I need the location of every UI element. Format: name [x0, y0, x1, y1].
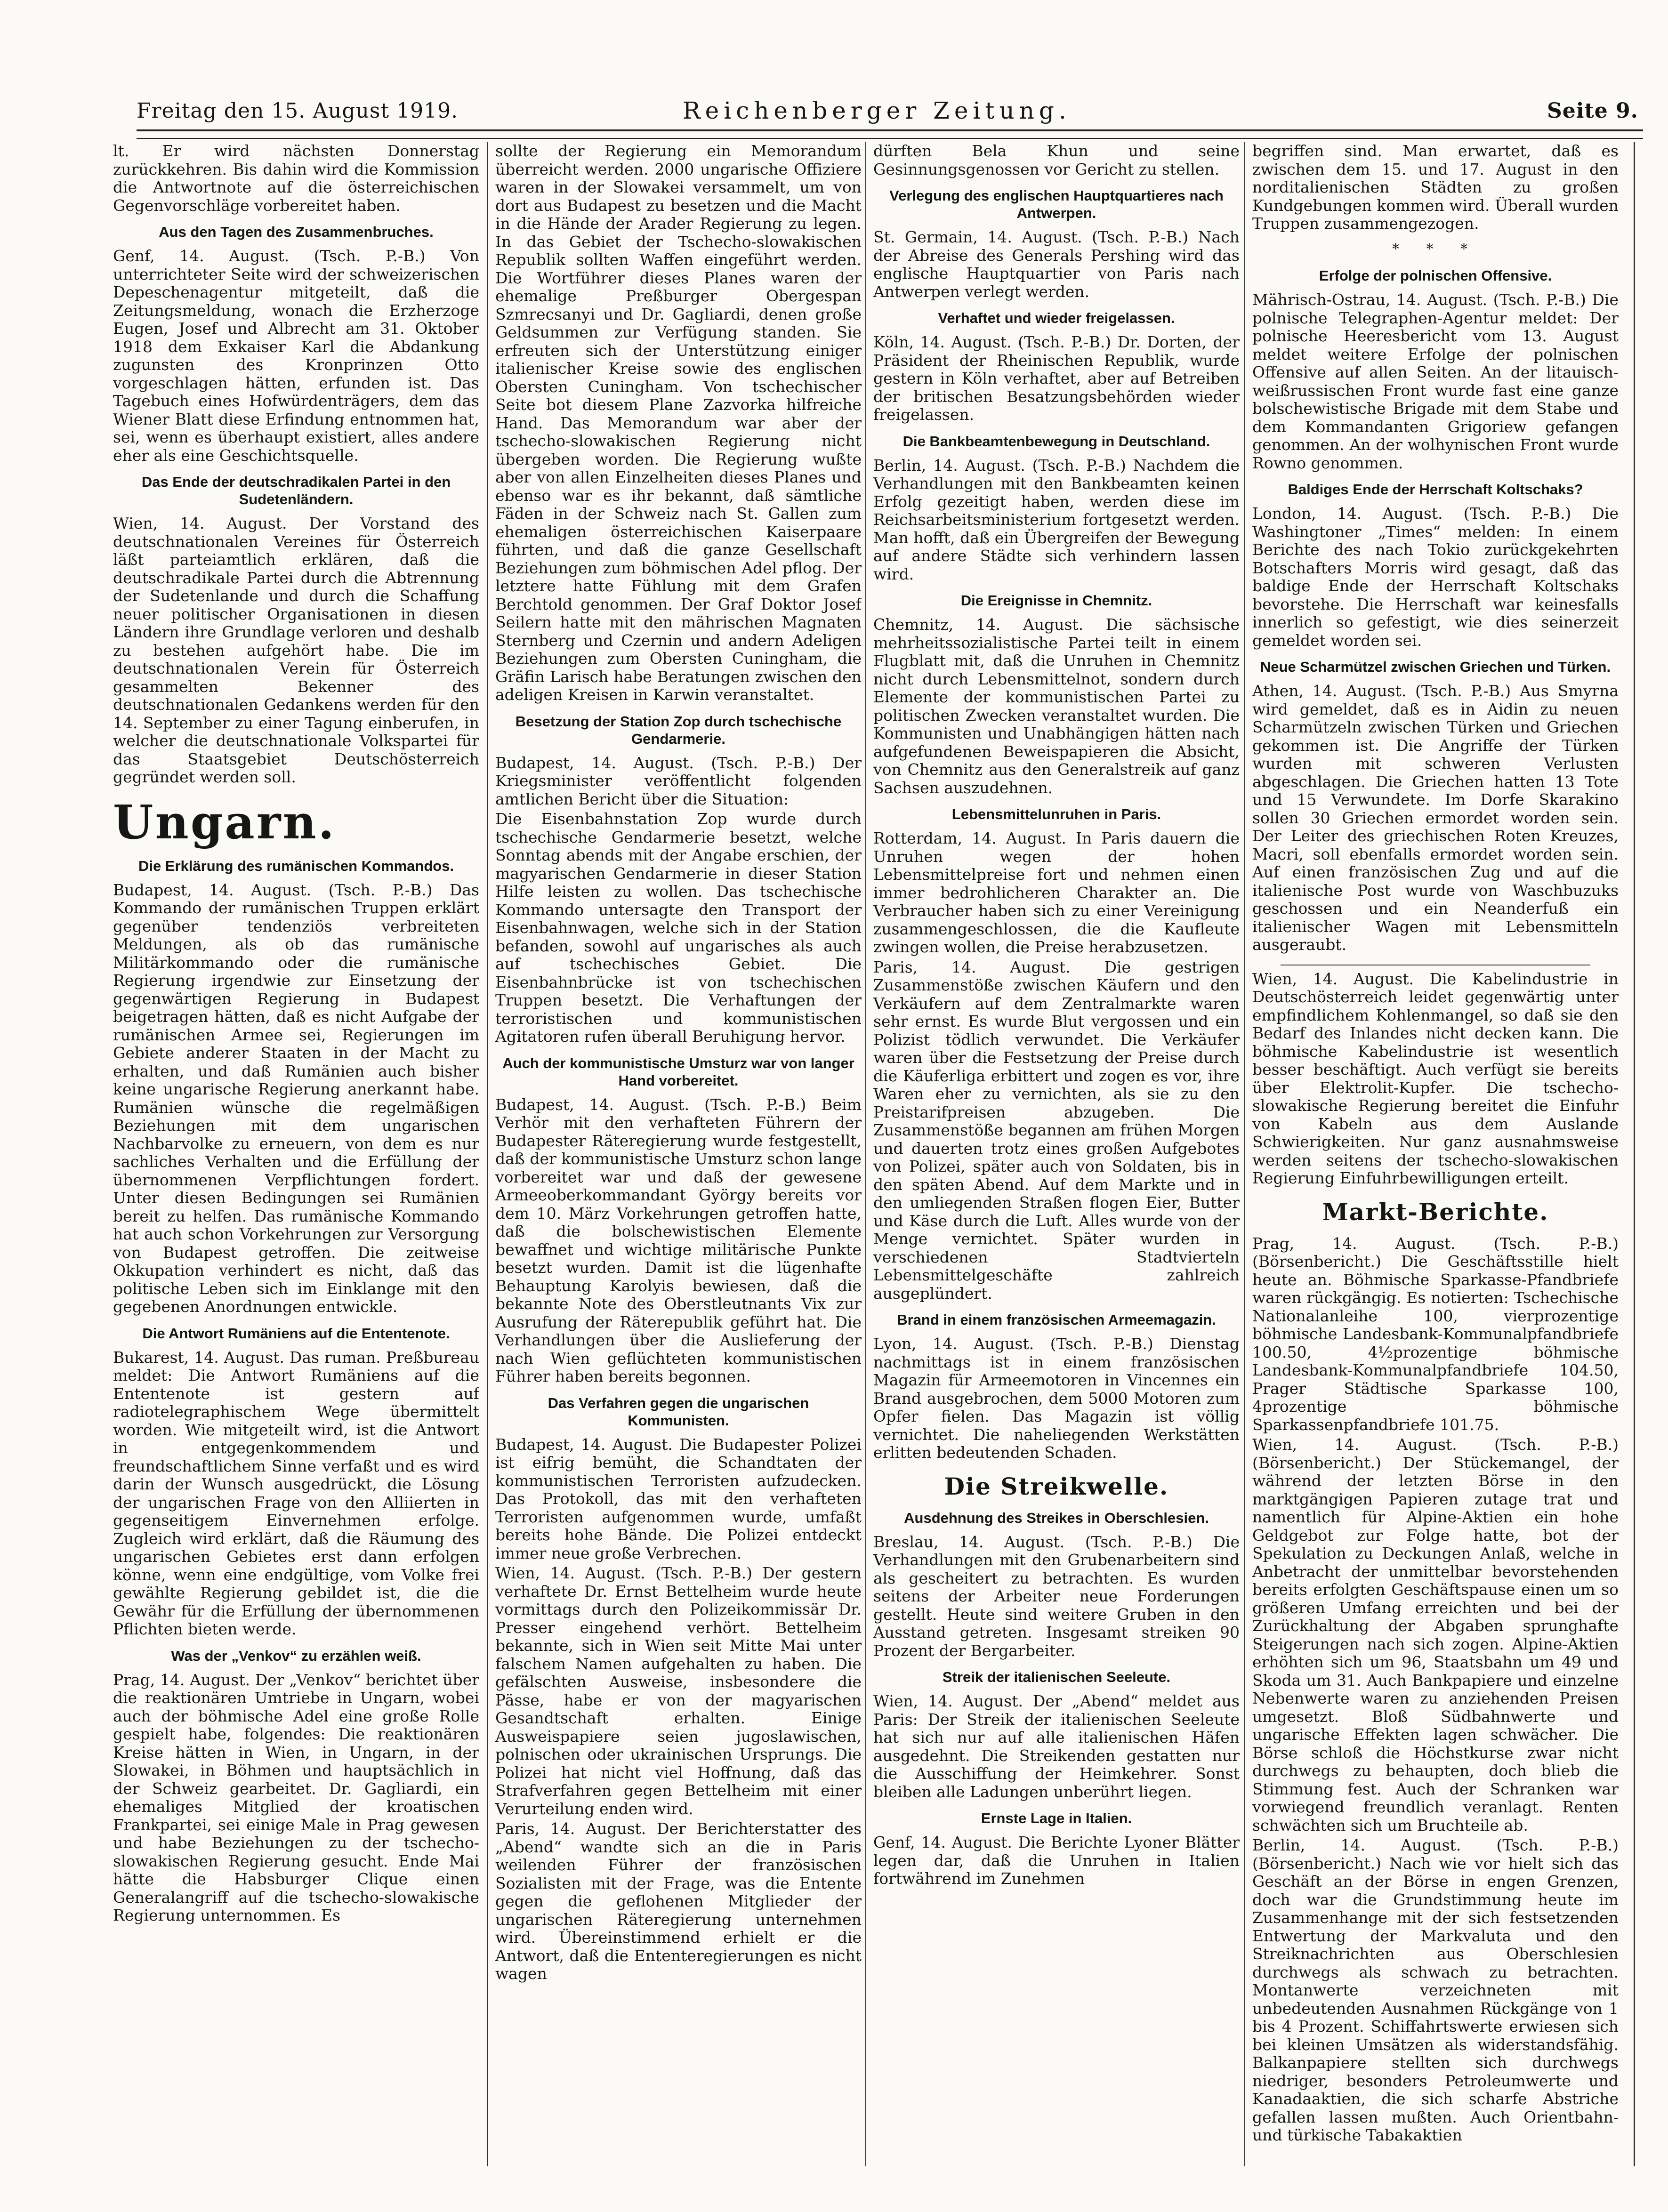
article-headline: Neue Scharmützel zwischen Griechen und Türken. [1260, 659, 1611, 675]
article-paragraph: Genf, 14. August. Die Berichte Lyoner Blätter legen dar, daß die Unruhen in Italien fortwährend im Zunehmen [873, 1833, 1240, 1888]
article-headline: Das Ende der deutschradikalen Partei in den Sudetenländern. [141, 474, 451, 507]
section-heading: Die Streikwelle. [944, 1472, 1169, 1500]
column-divider [1244, 142, 1245, 2166]
page-number: Seite 9. [1547, 99, 1638, 123]
article-paragraph: Budapest, 14. August. (Tsch. P.-B.) Der Kriegsminister veröffentlicht folgenden amtlichen Bericht über die Situation: [495, 753, 862, 808]
article-paragraph: St. Germain, 14. August. (Tsch. P.-B.) Nach der Abreise des Generals Pershing wird das englische Hauptquartier von Paris nach Antwerpen verlegt werden. [873, 228, 1240, 301]
article-paragraph: sollte der Regierung ein Memorandum überreicht werden. 2000 ungarische Offiziere waren in der Slowakei versammelt, um von dort aus Budapest zu besetzen und die Macht in die Hände der Arader Regierung zu legen. In das Gebiet der Tschecho-slowakischen Republik sollten Waffen eingeführt werden. Die Wortführer dieses Planes waren der ehemalige Preßburger Obergespan Szmrecsanyi und Dr. Gagliardi, denen große Geldsummen zur Verfügung standen. Sie erfreuten sich der Unterstützung einiger italienischer Kreise sowie des englischen Obersten Cuningham. Von tschechischer Seite bot diesem Plane Zazvorka hilfreiche Hand. Das Memorandum war aber der tschecho-slowakischen Regierung nicht übergeben worden. Die Regierung wußte aber von allen Einzelheiten dieses Planes und ebenso war es ihr bekannt, daß sämtliche Fäden in der Schweiz nach St. Gallen zum ehemaligen österreichischen Kaiserpaare führten, und daß die ganze Gesellschaft Beziehungen zum böhmischen Adel pflog. Der letztere hatte Fühlung mit dem Grafen Berchtold genommen. Der Graf Doktor Josef Seilern hatte mit den mährischen Magnaten Sternberg und Czernin und andern Adeligen Beziehungen zum Obersten Cuningham, die Gräfin Larisch habe Beratungen zwischen den adeligen Kreisen in Karwin veranstaltet. [495, 142, 862, 704]
article-paragraph: Wien, 14. August. Der „Abend“ meldet aus Paris: Der Streik der italienischen Seeleute hat sich nur auf alle italienischen Häfen ausgedehnt. Die Streikenden gestatten nur die Ausschiffung der Heimkehrer. Sonst bleiben alle Ladungen unberührt liegen. [873, 1692, 1240, 1801]
article-headline: Was der „Venkov“ zu erzählen weiß. [171, 1647, 421, 1664]
article-paragraph: London, 14. August. (Tsch. P.-B.) Die Washingtoner „Times“ melden: In einem Berichte des nach Tokio zurückgekehrten Botschafters Morris wird gesagt, daß das baldige Ende der Herrschaft Koltschaks bevorstehe. Die Herrschaft war keinesfalls innerlich so gefestigt, wie dies seinerzeit gemeldet worden sei. [1252, 504, 1619, 650]
header-rule [137, 129, 1643, 139]
article-paragraph: Rotterdam, 14. August. In Paris dauern die Unruhen wegen der hohen Lebensmittelpreise fort und nehmen einen immer bedrohlicheren Charakter an. Die Verbraucher haben sich zu einer Vereinigung zusammengeschlossen, die die Kaufleute zwingen wollen, die Preise herabzusetzen. [873, 829, 1240, 956]
masthead [137, 94, 1638, 127]
article-headline: Ernste Lage in Italien. [981, 1810, 1132, 1826]
article-paragraph: Die Eisenbahnstation Zop wurde durch tschechische Gendarmerie besetzt, welche Sonntag abends mit der Angabe erschien, der magyarischen Gendarmerie in dieser Station Hilfe leisten zu wollen. Das tschechische Kommando untersagte den Transport der Eisenbahnwagen, welche sich in der Station befanden, sowohl auf ungarisches als auch auf tschechisches Gebiet. Die Eisenbahnbrücke ist von tschechischen Truppen besetzt. Die Verhaftungen der terroristischen und kommunistischen Agitatoren rufen überall Beruhigung hervor. [495, 810, 862, 1046]
article-paragraph: Budapest, 14. August. (Tsch. P.-B.) Das Kommando der rumänischen Truppen erklärt gegenüber tendenziös verbreiteten Meldungen, als ob das rumänische Militärkommando oder die rumänische Regierung irgendwie zur Einsetzung der gegenwärtigen Regierung in Budapest beigetragen hätten, daß es nicht Aufgabe der rumänischen Armee sei, Regierungen im Gebiete anderer Staaten in der Macht zu erhalten, und daß Rumänien auch bisher keine ungarische Regierung anerkannt habe. Rumänien wünsche die regelmäßigen Beziehungen mit dem ungarischen Nachbarvolke zu erneuern, von dem es nur sachliches Verhalten und die Erfüllung der übernommenen Verpflichtungen fordert. Unter diesen Bedingungen sei Rumänien bereit zu helfen. Das rumänische Kommando hat auch schon Vorkehrungen zur Versorgung von Budapest getroffen. Die zeitweise Okkupation verhindert es nicht, daß das politische Leben sich im Einklange mit den gegebenen Anordnungen entwickle. [113, 880, 479, 1316]
issue-date: Freitag den 15. August 1919. [137, 99, 459, 123]
article-headline: Die Antwort Rumäniens auf die Ententenote. [142, 1325, 450, 1342]
column-2 [495, 142, 862, 2166]
article-paragraph: Wien, 14. August. (Tsch. P.-B.) (Börsenbericht.) Der Stückemangel, der während der letzten Börse in den marktgängigen Papieren zutage trat und namentlich für Alpine-Aktien ein hohe Geldgebot zur Folge hatte, bot der Spekulation zu Deckungen Anlaß, welche in Anbetracht der unmittelbar bevorstehenden bereits erfolgten Geschäftspause einen um so größeren Umfang erreichten und bei der Zurückhaltung der Abgaben sprunghafte Steigerungen nach sich zogen. Alpine-Aktien erhöhten sich um 96, Staatsbahn um 49 und Skoda um 31. Auch Bankpapiere und einzelne Nebenwerte waren zu anziehenden Preisen umgesetzt. Bloß Südbahnwerte und ungarische Effekten lagen schwächer. Die Börse schloß die Höchstkurse zwar nicht durchwegs zu behaupten, doch blieb die Stimmung fest. Auch der Schranken war vorwiegend freundlich veranlagt. Renten schwächten sich um Bruchteile ab. [1252, 1435, 1619, 1834]
article-headline: Die Bankbeamtenbewegung in Deutschland. [902, 433, 1210, 450]
article-paragraph: Budapest, 14. August. Die Budapester Polizei ist eifrig bemüht, die Schandtaten der kommunistischen Terroristen aufzudecken. Das Protokoll, das mit den verhafteten Terroristen aufgenommen wurde, umfaßt bereits hohe Bände. Die Polizei entdeckt immer neue große Verbrechen. [495, 1435, 862, 1562]
article-paragraph: Mährisch-Ostrau, 14. August. (Tsch. P.-B.) Die polnische Telegraphen-Agentur meldet: Der polnische Heeresbericht vom 13. August meldet weitere Erfolge der polnischen Offensive auf allen Seiten. An der litauisch-weißrussischen Front wurde fast eine ganze bolschewistische Brigade mit dem Stabe und dem Kommandanten Grigoriew gefangen genommen. An der wolhynischen Front wurde Rowno genommen. [1252, 290, 1619, 472]
article-paragraph: Berlin, 14. August. (Tsch. P.-B.) (Börsenbericht.) Nach wie vor hielt sich das Geschäft an der Börse in engen Grenzen, doch war die Grundstimmung heute im Zusammenhange mit der sich festsetzenden Entwertung der Markvaluta und den Streiknachrichten aus Oberschlesien durchwegs als schwach zu betrachten. Montanwerte verzeichneten mit unbedeutenden Ausnahmen Rückgänge von 1 bis 4 Prozent. Schiffahrtswerte erwiesen sich bei kleinen Umsätzen als widerstandsfähig. Balkanpapiere stellten sich durchwegs niedriger, besonders Petroleumwerte und Kanadaaktien, die sich scharfe Abstriche gefallen lassen mußten. Auch Orientbahn- und türkische Tabakaktien [1252, 1836, 1619, 2144]
article-paragraph: Athen, 14. August. (Tsch. P.-B.) Aus Smyrna wird gemeldet, daß es in Aidin zu neuen Scharmützeln zwischen Türken und Griechen gekommen ist. Die Angriffe der Türken wurden mit schweren Verlusten abgeschlagen. Die Griechen hatten 13 Tote und 15 Verwundete. Im Dorfe Skarakino sollen 30 Griechen ermordet worden sein. Der Leiter des griechischen Roten Kreuzes, Macri, soll ebenfalls ermordet worden sein. Auf einen französischen Zug und auf die italienische Post wurde von Waschbuzuks geschossen und ein Neanderfuß ein italienischer Wagen mit Lebensmitteln ausgeraubt. [1252, 682, 1619, 954]
column-4 [1252, 142, 1619, 2166]
article-headline: Besetzung der Station Zop durch tschechische Gendarmerie. [515, 713, 842, 747]
column-divider [865, 142, 866, 2166]
article-paragraph: Wien, 14. August. Der Vorstand des deutschnationalen Vereines für Österreich läßt parteiamtlich erklären, daß die deutschradikale Partei durch die Abtrennung der Sudetenlande und durch die Schaffung neuer politischer Organisationen in diesen Ländern ihre Grundlage verloren und deshalb zu bestehen aufgehört habe. Die im deutschnationalen Verein für Österreich gesammelten Bekenner des deutschnationalen Gedankens werden für den 14. September zu einer Tagung einberufen, in welcher die deutschnationale Volkspartei für das Staatsgebiet Deutschösterreich gegründet werden soll. [113, 514, 479, 786]
section-heading: Markt-Berichte. [1322, 1198, 1549, 1226]
column-1 [113, 142, 479, 2166]
article-paragraph: dürften Bela Khun und seine Gesinnungsgenossen vor Gericht zu stellen. [873, 142, 1240, 178]
page-edge-rule [1634, 142, 1635, 2166]
article-headline: Baldiges Ende der Herrschaft Koltschaks? [1288, 481, 1583, 498]
article-headline: Die Erklärung des rumänischen Kommandos. [138, 857, 454, 874]
article-headline: Erfolge der polnischen Offensive. [1319, 267, 1552, 284]
article-paragraph: Budapest, 14. August. (Tsch. P.-B.) Beim Verhör mit den verhafteten Führern der Budapester Räteregierung wurde festgestellt, daß der kommunistische Umsturz schon lange vorbereitet war und daß der gewesene Armeeoberkommandant György bereits vor dem 10. März Vorkehrungen getroffen hatte, daß die bolschewistischen Elemente bewaffnet und wichtige militärische Punkte besetzt wurden. Damit ist die lügenhafte Behauptung Karolyis bewiesen, daß die bekannte Note des Oberstleutnants Vix zur Ausrufung der Räterepublik geführt hat. Die Verhandlungen über die Auslieferung der nach Wien geflüchteten kommunistischen Führer haben bereits begonnen. [495, 1095, 862, 1385]
article-paragraph: Berlin, 14. August. (Tsch. P.-B.) Nachdem die Verhandlungen mit den Bankbeamten keinen Erfolg gezeitigt haben, werden diese im Reichsarbeitsministerium fortgesetzt werden. Man hofft, daß ein Übergreifen der Bewegung auf andere Städte sich verhindern lassen wird. [873, 456, 1240, 583]
article-paragraph: Breslau, 14. August. (Tsch. P.-B.) Die Verhandlungen mit den Grubenarbeitern sind als gescheitert zu betrachten. Es wurden seitens der Arbeiter neue Forderungen gestellt. Heute sind weitere Gruben in den Ausstand getreten. Insgesamt streiken 90 Prozent der Bergarbeiter. [873, 1532, 1240, 1660]
article-paragraph: begriffen sind. Man erwartet, daß es zwischen dem 15. und 17. August in den norditalienischen Städten zu großen Kundgebungen kommen wird. Überall wurden Truppen zusammengezogen. [1252, 142, 1619, 233]
article-headline: Aus den Tagen des Zusammenbruches. [159, 224, 434, 240]
article-paragraph: Chemnitz, 14. August. Die sächsische mehrheitssozialistische Partei teilt in einem Flugblatt mit, daß die Unruhen in Chemnitz nicht durch Lebensmittelnot, sondern durch Elemente der kommunistischen Partei zu politischen Zwecken veranstaltet wurden. Die Kommunisten und Unabhängigen hätten nach aufgefundenen Beweispapieren die Absicht, von Chemnitz aus den Generalstreik auf ganz Sachsen auszudehnen. [873, 615, 1240, 797]
article-paragraph: Wien, 14. August. Die Kabelindustrie in Deutschösterreich leidet gegenwärtig unter empfindlichem Kohlenmangel, so daß sie den Bedarf des Inlandes nicht decken kann. Die böhmische Kabelindustrie ist wesentlich besser beschäftigt. Auch verfügt sie bereits über Elektrolit-Kupfer. Die tschecho-slowakische Regierung bereitet die Einfuhr von Kabeln aus dem Auslande Schwierigkeiten. Nur ganz ausnahmsweise werden seitens der tschecho-slowakischen Regierung Einfuhrbewilligungen erteilt. [1252, 969, 1619, 1187]
article-headline: Ausdehnung des Streikes in Oberschlesien. [904, 1509, 1209, 1526]
article-paragraph: Wien, 14. August. (Tsch. P.-B.) Der gestern verhaftete Dr. Ernst Bettelheim wurde heute vormittags durch den Polizeikommissär Dr. Presser eingehend verhört. Bettelheim bekannte, sich in Wien seit Mitte Mai unter falschem Namen aufgehalten zu haben. Die gefälschten Ausweise, insbesondere die Pässe, habe er von der magyarischen Gesandtschaft erhalten. Einige Ausweispapiere seien jugoslawischen, polnischen oder ukrainischen Ursprungs. Die Polizei hat nicht viel Hoffnung, daß das Strafverfahren gegen Bettelheim mit einer Verurteilung enden wird. [495, 1564, 862, 1818]
article-headline: Brand in einem französischen Armeemagazin. [897, 1311, 1216, 1328]
newspaper-title: Reichenberger Zeitung. [683, 97, 1071, 124]
article-headline: Lebensmittelunruhen in Paris. [951, 806, 1161, 822]
article-paragraph: Köln, 14. August. (Tsch. P.-B.) Dr. Dorten, der Präsident der Rheinischen Republik, wurde gestern in Köln verhaftet, aber auf Betreiben der britischen Besatzungsbehörden wieder freigelassen. [873, 333, 1240, 424]
article-paragraph: lt. Er wird nächsten Donnerstag zurückkehren. Bis dahin wird die Kommission die Antwortnote auf die österreichischen Gegenvorschläge vorbereitet haben. [113, 142, 479, 215]
article-headline: Das Verfahren gegen die ungarischen Kommunisten. [548, 1394, 809, 1429]
article-paragraph: Paris, 14. August. Die gestrigen Zusammenstöße zwischen Käufern und den Verkäufern auf dem Zentralmarkte waren sehr ernst. Es wurde Blut vergossen und ein Polizist tödlich verwundet. Die Verkäufer waren über die Festsetzung der Preise durch die Käuferliga erbittert und zogen es vor, ihre Waren eher zu vernichten, als sie zu den Preistarifpreisen abzugeben. Die Zusammenstöße begannen am frühen Morgen und dauerten trotz eines großen Aufgebotes von Polizei, später auch von Soldaten, bis in den späten Abend. Auf dem Markte und in den umliegenden Straßen flogen Eier, Butter und Käse durch die Luft. Alles wurde von der Menge vernichtet. Später wurden in verschiedenen Stadtvierteln Lebensmittelgeschäfte zahlreich ausgeplündert. [873, 957, 1240, 1303]
article-headline: Verhaftet und wieder freigelassen. [938, 310, 1175, 326]
article-paragraph: Bukarest, 14. August. Das ruman. Preßbureau meldet: Die Antwort Rumäniens auf die Ententenote ist gestern auf radiotelegraphischem Wege übermittelt worden. Wie mitgeteilt wird, ist die Antwort in entgegenkommendem und freundschaftlichem Sinne verfaßt und es wird darin der Wunsch ausgedrückt, die Lösung der ungarischen Frage von den Alliierten in gegenseitigem Einvernehmen erfolge. Zugleich wird erklärt, daß die Räumung des ungarischen Gebietes erst dann erfolgen könne, wenn eine endgültige, vom Volke frei gewählte Regierung gebildet ist, die die Gewähr für die Erfüllung der übernommenen Pflichten bieten werde. [113, 1348, 479, 1638]
article-paragraph: Paris, 14. August. Der Berichterstatter des „Abend“ wandte sich an die in Paris weilenden Führer der französischen Sozialisten mit der Frage, was die Entente gegen die geflohenen Mitglieder der ungarischen Räteregierung unternehmen wird. Übereinstimmend erhielt er die Antwort, daß die Ententeregierungen es nicht wagen [495, 1819, 862, 1983]
article-headline: Streik der italienischen Seeleute. [942, 1669, 1171, 1685]
section-separator-stars: * * * [1392, 241, 1479, 257]
column-3 [873, 142, 1240, 2166]
article-paragraph: Genf, 14. August. (Tsch. P.-B.) Von unterrichteter Seite wird der schweizerischen Depeschenagentur mitgeteilt, daß die Zeitungsmeldung, wonach die Erzherzoge Eugen, Josef und Albrecht am 31. Oktober 1918 dem Exkaiser Karl die Abdankung zugunsten des Kronprinzen Otto vorgeschlagen hätten, erfunden ist. Das Tagebuch eines Hofwürdenträgers, dem das Wiener Blatt diese Erfindung entnommen hat, sei, wenn es überhaupt existiert, alles andere eher als eine Geschichtsquelle. [113, 247, 479, 465]
article-paragraph: Lyon, 14. August. (Tsch. P.-B.) Dienstag nachmittags ist in einem französischen Magazin für Armeemotoren in Vincennes ein Brand ausgebrochen, dem 5000 Motoren zum Opfer fielen. Das Magazin ist völlig vernichtet. Die naheliegenden Werkstätten erlitten bedeutenden Schaden. [873, 1335, 1240, 1462]
article-paragraph: Prag, 14. August. Der „Venkov“ berichtet über die reaktionären Umtriebe in Ungarn, wobei auch der böhmische Adel eine große Rolle gespielt habe, folgendes: Die reaktionären Kreise hätten in Wien, in Ungarn, in der Slowakei, in Böhmen und hauptsächlich in der Schweiz gearbeitet. Dr. Gagliardi, ein ehemaliges Mitglied der kroatischen Frankpartei, sei einige Male in Prag gewesen und habe Beziehungen zu der tschecho-slowakischen Regierung gesucht. Ende Mai hätte die Habsburger Clique einen Generalangriff auf die tschecho-slowakische Regierung unternommen. Es [113, 1670, 479, 1924]
article-headline: Die Ereignisse in Chemnitz. [960, 592, 1152, 609]
section-heading: Ungarn. [113, 795, 336, 850]
column-divider [487, 142, 488, 2166]
article-headline: Verlegung des englischen Hauptquartieres nach Antwerpen. [889, 187, 1224, 221]
article-headline: Auch der kommunistische Umsturz war von langer Hand vorbereitet. [502, 1054, 854, 1089]
article-paragraph: Prag, 14. August. (Tsch. P.-B.) (Börsenbericht.) Die Geschäftsstille hielt heute an. Böhmische Sparkasse-Pfandbriefe waren rückgängig. Es notierten: Tschechische Nationalanleihe 100, vierprozentige böhmische Landesbank-Kommunalpfandbriefe 100.50, 4½prozentige böhmische Landesbank-Kommunalpfandbriefe 104.50, Prager Städtische Sparkasse 100, 4prozentige böhmische Sparkassenpfandbriefe 101.75. [1252, 1234, 1619, 1434]
